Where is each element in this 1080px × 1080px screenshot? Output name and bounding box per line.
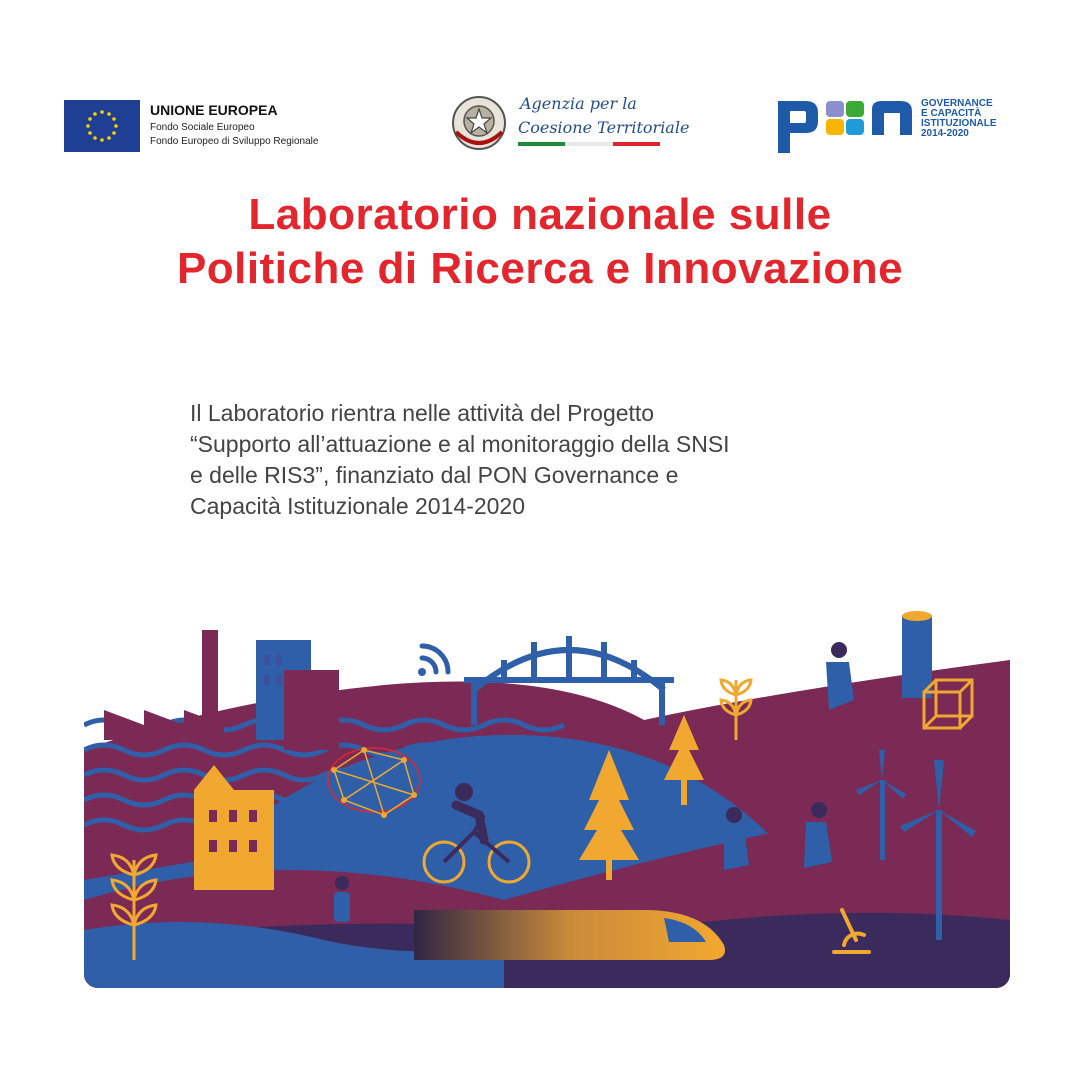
agency-name-line1: Agenzia per la — [520, 94, 637, 113]
research-innovation-illustration — [84, 600, 1010, 988]
page-title — [0, 188, 1080, 296]
train-icon — [414, 910, 725, 960]
eu-fund-line2: Fondo Europeo di Sviluppo Regionale — [150, 136, 319, 147]
description-line3: e delle RIS3”, finanziato dal PON Governance e — [190, 462, 679, 488]
buildings-icon — [256, 640, 339, 750]
agency-name-line2: Coesione Territoriale — [518, 118, 690, 137]
description-line2: “Supporto all’attuazione e al monitoraggio della SNSI — [190, 431, 730, 457]
eu-flag-icon — [64, 100, 140, 152]
pon-line-4: 2014-2020 — [921, 128, 969, 139]
italian-republic-emblem-icon — [450, 94, 508, 152]
eu-logo — [64, 100, 364, 154]
description-line1: Il Laboratorio rientra nelle attività del Progetto — [190, 400, 655, 426]
lab-cylinder-icon — [902, 611, 932, 698]
italian-tricolor-bar — [518, 142, 660, 146]
pon-logo — [776, 95, 1026, 157]
factory-icon — [104, 630, 224, 740]
agency-logo — [450, 92, 690, 156]
pon-line-2: E CAPACITÀ — [921, 108, 982, 119]
project-description — [190, 398, 950, 522]
title-line1: Laboratorio nazionale sulle — [248, 190, 832, 239]
description-line4: Capacità Istituzionale 2014-2020 — [190, 493, 526, 519]
pon-line-1: GOVERNANCE — [921, 98, 993, 109]
wifi-icon — [418, 646, 448, 676]
pon-wordmark-icon — [776, 95, 916, 157]
pon-line-3: ISTITUZIONALE — [921, 118, 997, 129]
title-line2: Politiche di Ricerca e Innovazione — [176, 244, 904, 293]
eu-title: UNIONE EUROPEA — [150, 102, 278, 118]
eu-fund-line1: Fondo Sociale Europeo — [150, 122, 255, 133]
